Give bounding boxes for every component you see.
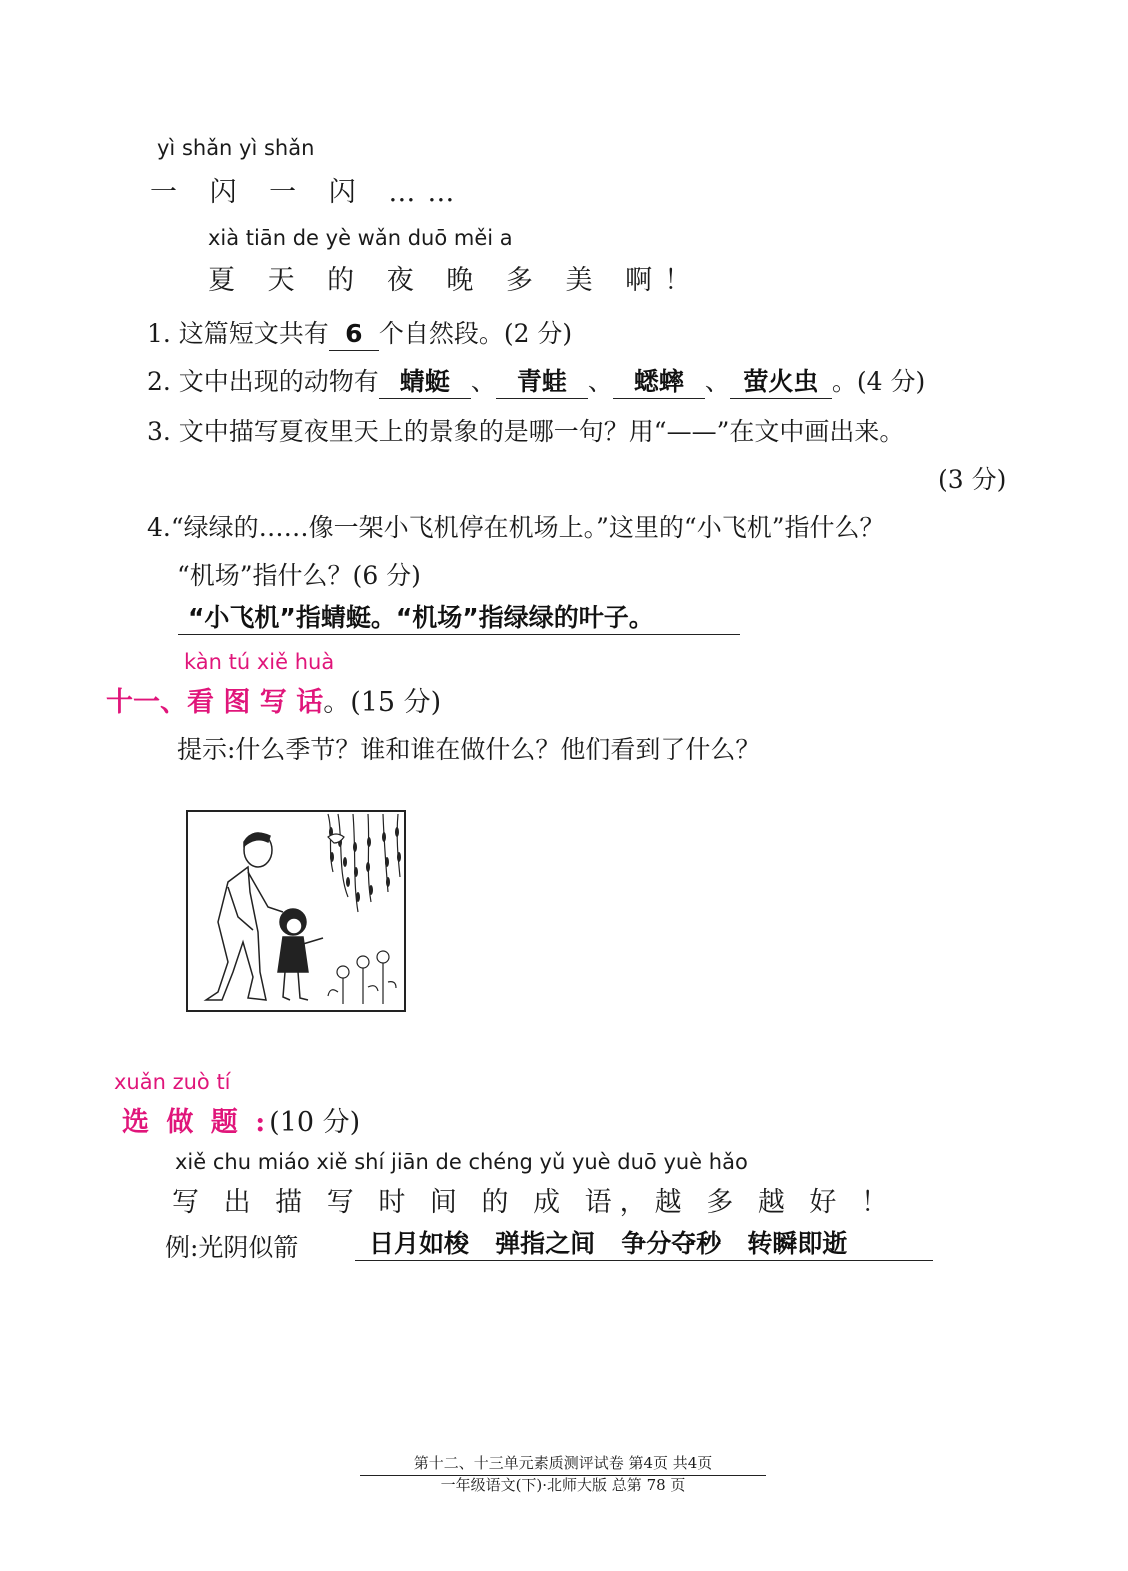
question-2-answer-3: 蟋蟀 bbox=[613, 366, 705, 399]
question-1-answer: 6 bbox=[329, 318, 379, 351]
optional-instruction-pinyin: xiě chu miáo xiě shí jiān de chéng yǔ yuè duō yuè hǎo bbox=[175, 1150, 748, 1174]
question-2-answer-1: 蜻蜓 bbox=[379, 366, 471, 399]
footer-line-1: 第十二、十三单元素质测评试卷 第4页 共4页 bbox=[360, 1452, 766, 1476]
question-4-line2: “机场”指什么？(6 分) bbox=[177, 561, 421, 590]
optional-heading bbox=[122, 1100, 360, 1139]
optional-score: (10 分) bbox=[269, 1107, 361, 1138]
question-3-score: (3 分) bbox=[938, 465, 1007, 494]
question-4-line1: 4.“绿绿的……像一架小飞机停在机场上。”这里的“小飞机”指什么？ bbox=[147, 513, 885, 542]
section-11-hint: 提示:什么季节？谁和谁在做什么？他们看到了什么？ bbox=[177, 735, 761, 764]
question-4-answer: “小飞机”指蜻蜓。“机场”指绿绿的叶子。 bbox=[178, 602, 740, 635]
section-11-heading bbox=[106, 680, 441, 719]
question-2-prefix: 2. 文中出现的动物有 bbox=[147, 367, 379, 396]
question-2-answer-2: 青蛙 bbox=[496, 366, 588, 399]
question-1-suffix: 个自然段。(2 分) bbox=[378, 319, 573, 348]
question-2-suffix: 。(4 分) bbox=[831, 367, 926, 396]
question-3-text: 3. 文中描写夏夜里天上的景象的是哪一句？用“——”在文中画出来。 bbox=[147, 417, 905, 446]
poem-line1-text: 一 闪 一 闪 …… bbox=[150, 177, 467, 208]
optional-instruction-text: 写 出 描 写 时 间 的 成 语，越 多 越 好 ！ bbox=[172, 1187, 896, 1218]
section-11-score: 。(15 分) bbox=[323, 687, 442, 718]
optional-title: 选 做 题 : bbox=[122, 1107, 270, 1138]
optional-pinyin: xuǎn zuò tí bbox=[114, 1070, 231, 1094]
picture-box bbox=[186, 810, 406, 1012]
poem-line2-text: 夏 天 的 夜 晚 多 美 啊！ bbox=[208, 265, 704, 296]
question-1 bbox=[147, 314, 572, 351]
question-1-prefix: 1. 这篇短文共有 bbox=[147, 319, 329, 348]
question-2-sep-3: 、 bbox=[704, 367, 730, 396]
footer-line-2: 一年级语文(下)·北师大版 总第 78 页 bbox=[440, 1476, 686, 1494]
optional-example: 例:光阴似箭 bbox=[165, 1233, 299, 1262]
question-2-answer-4: 萤火虫 bbox=[730, 366, 832, 399]
optional-answer: 日月如梭 弹指之间 争分夺秒 转瞬即逝 bbox=[355, 1228, 933, 1261]
question-2 bbox=[147, 362, 925, 399]
section-11-title: 十一、看 图 写 话 bbox=[106, 687, 324, 718]
poem-line2-pinyin: xià tiān de yè wǎn duō měi a bbox=[208, 226, 513, 250]
father-daughter-illustration bbox=[188, 812, 404, 1010]
section-11-pinyin: kàn tú xiě huà bbox=[184, 650, 335, 674]
question-2-sep-1: 、 bbox=[470, 367, 496, 396]
question-2-sep-2: 、 bbox=[587, 367, 613, 396]
poem-line1-pinyin: yì shǎn yì shǎn bbox=[157, 136, 315, 160]
